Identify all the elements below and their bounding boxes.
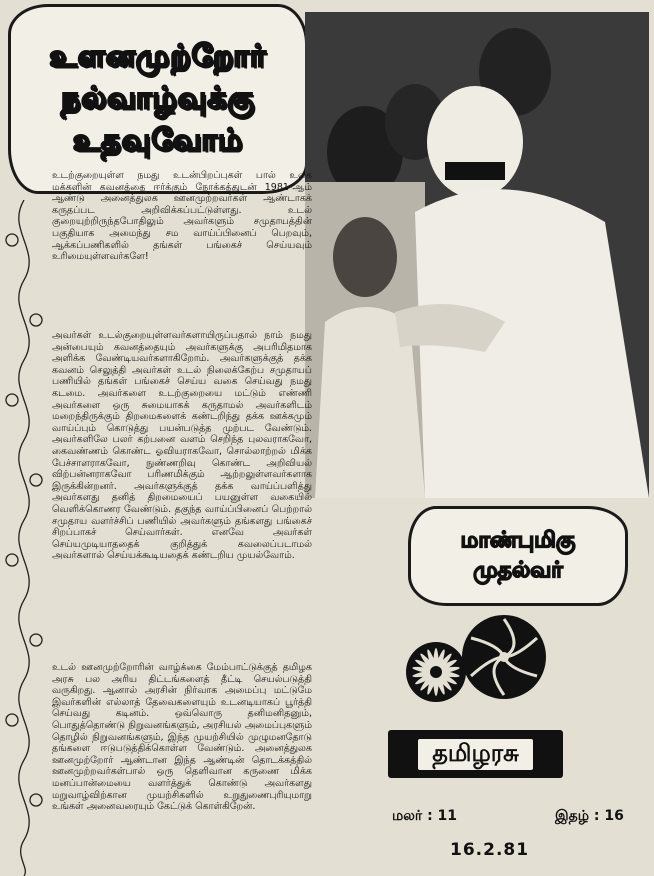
- chief-minister-badge: [408, 506, 628, 606]
- chief-minister-photo: [305, 12, 649, 498]
- issue-number-label: இதழ் : 16: [555, 808, 624, 824]
- article-paragraph-2: அவர்கள் உடல்குறையுள்ளவர்களாயிருப்பதால் நாம் நமது அன்பையும் கவனத்தையும் அவர்களுக்கு அபரிமிதமாக அளிக்க வேண்டியவர்களாகிறோம். அவர்களுக்குத் தக்க கவனம் செலுத்தி அவர்கள் உடல் நிலைக்கேற்ப சமுதாயப் பணியில் தங்கள் பங்கைச் செய்ய வகை செய்வது நமது கடமை. அவர்களை உடற்குறையை மட்டும் எண்ணி அவர்களை ஒரு சுமையாகக் கருதாமல் அவர்களிடம் மறைந்திருக்கும் திறமைகளைக் கண்டறிந்து தக்க ஊக்கமும் வாய்ப்பும் கொடுத்து பயன்படுத்த முற்பட வேண்டும். அவர்களிலே பலர் கற்பனை வளம் செறிந்த புலவராகவோ, கைவண்ணம் கொண்ட ஓவியராகவோ, சொல்லாற்றல் மிக்க பேச்சாளராகவோ, நுண்ணறிவு கொண்ட அறிவியல் விற்பன்னராகவோ பரிணமிக்கும் ஆற்றலுள்ளவர்களாக இருக்கின்றனர். அவர்களுக்குத் தக்க வாய்ப்பளித்து அவர்களது தனித் திறமையைப் பயனுள்ள வகையில் வெளிக்கொணர வேண்டும். தகுந்த வாய்ப்பினைப் பெற்றால் சமுதாய வளர்ச்சிப் பணியில் அவர்களும் தங்களது பங்கைச் சிறப்பாகச் செய்வார்கள். எனவே அவர்கள் செய்யமுடியாததைக் குறித்துக் கவலைப்படாமல் அவர்களால் செய்யக்கூடியதைக் கண்டறிய முயல்வோம்.: [52, 330, 312, 562]
- issue-date: 16.2.81: [450, 840, 530, 860]
- headline-line-2: நல்வாழ்வுக்கு: [60, 81, 256, 116]
- masthead-banner: [388, 730, 563, 778]
- headline-line-3: உதவுவோம்: [72, 123, 244, 158]
- floral-border-ornament: [0, 200, 48, 876]
- badge-line-1: மாண்புமிகு: [460, 528, 576, 553]
- article-paragraph-3: உடல் ஊனமுற்றோரின் வாழ்க்கை மேம்பாட்டுக்குத் தமிழக அரசு பல அரிய திட்டங்களைத் தீட்டி செயல்படுத்தி வருகிறது. ஆனால் அரசின் நிர்வாக அமைப்பு மட்டுமே இவர்களின் எல்லாத் தேவைகளையும் உடனடியாகப் பூர்த்தி செய்வது கடினம். ஒவ்வொரு தனிமனிதனும், பொதுத்தொண்டு நிறுவனங்களும், அரசியல் அமைப்புகளும் தொழில் நிறுவனங்களும், இந்த முயற்சியில் முழுமனதோடு தங்களை ஈடுபடுத்திக்கொள்ள வேண்டும். அனைத்துலக ஊனமுற்றோர் ஆண்டான இந்த ஆண்டின் தொடக்கத்தில் ஊனமுற்றவர்கள்பால் ஒரு தெளிவான கருணை மிக்க மனப்பான்மையை வளர்த்துக் கொண்டு அவர்களது மறுவாழ்விற்கான முயற்சிகளில் உறுதுணைபுரியுமாறு உங்கள் அனைவரையும் கேட்டுக் கொள்கிறேன்.: [52, 662, 312, 813]
- headline-line-1: உளனமுற்றோர்: [49, 39, 267, 74]
- headline-box: [8, 4, 308, 194]
- badge-line-2: முதல்வர்: [473, 558, 563, 583]
- volume-label: மலர் : 11: [392, 808, 458, 824]
- article-paragraph-1: உடற்குறையுள்ள நமது உடன்பிறப்புகள் பால் உலக மக்களின் கவனத்தை ஈர்க்கும் நோக்கத்துடன் 1981-ஆம் ஆண்டு அனைத்துலக ஊனமுற்றவர்கள் ஆண்டாகக் கருதப்பட அறிவிக்கப்பட்டுள்ளது. உடல் குறையுற்றிருந்தபோதிலும் அவர்களும் சமுதாயத்தின் பகுதியாக அமைந்து சம வாய்ப்பினைப் பெறவும், ஆக்கப்பணிகளில் தங்கள் பங்கைச் செய்யவும் உரிமையுள்ளவர்களே!: [52, 170, 312, 263]
- tamilarasu-emblem-icon: [398, 612, 554, 712]
- masthead-title: தமிழரசு: [418, 739, 533, 770]
